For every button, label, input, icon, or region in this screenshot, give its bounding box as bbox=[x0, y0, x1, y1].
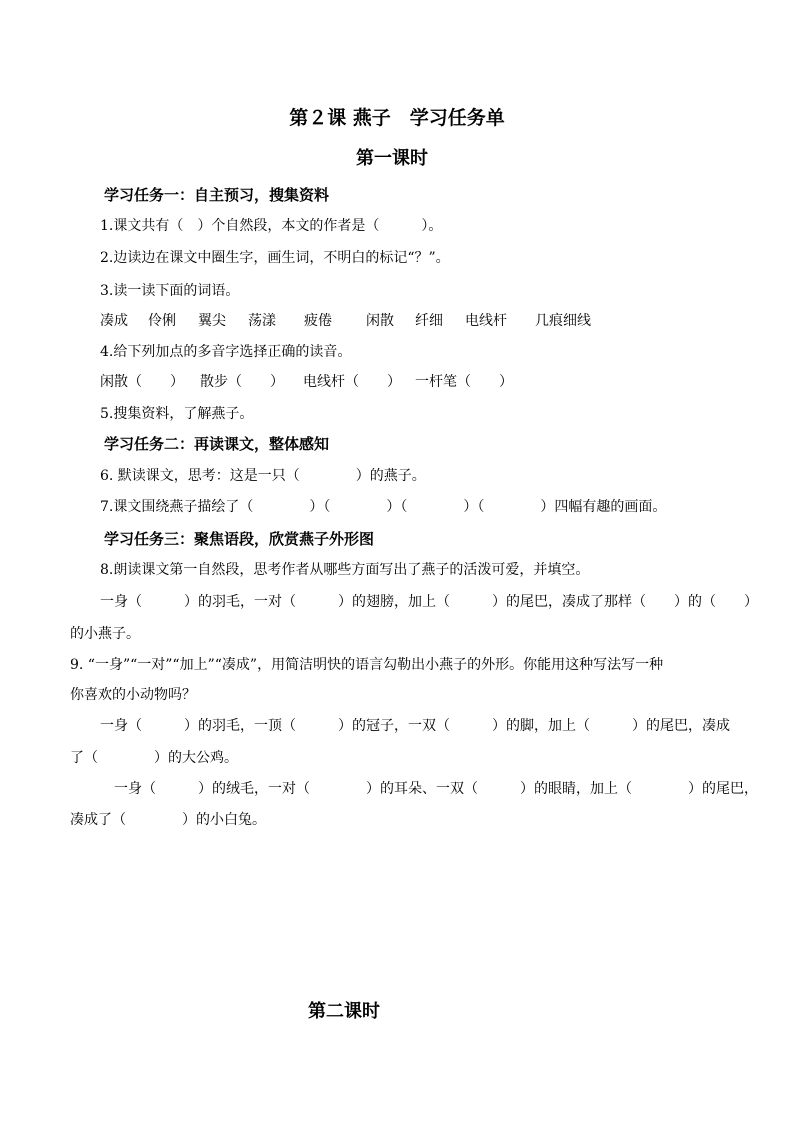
question-8-fill-line-1: 一身（ ）的羽毛，一对（ ）的翅膀，加上（ ）的尾巴，凑成了那样（ ）的（ ） bbox=[100, 594, 758, 610]
polyphone-item: 电线杆（ ） bbox=[303, 374, 401, 390]
vocab-word: 纤细 bbox=[415, 313, 443, 329]
question-1: 1.课文共有（ ）个自然段，本文的作者是（ ）。 bbox=[100, 218, 443, 234]
lesson-two-heading: 第二课时 bbox=[308, 1001, 380, 1022]
task-two-heading: 学习任务二：再读课文，整体感知 bbox=[104, 435, 330, 453]
polyphone-item: 闲散（ ） bbox=[100, 374, 184, 390]
lesson-one-heading: 第一课时 bbox=[356, 148, 428, 169]
example-rabbit-line-1: 一身（ ）的绒毛，一对（ ）的耳朵、一双（ ）的眼睛，加上（ ）的尾巴， bbox=[114, 781, 758, 797]
question-3: 3.读一读下面的词语。 bbox=[100, 283, 240, 299]
polyphone-item: 散步（ ） bbox=[200, 374, 284, 390]
question-2: 2.边读边在课文中圈生字，画生词，不明白的标记“？”。 bbox=[100, 250, 450, 266]
example-rooster-line-1: 一身（ ）的羽毛，一顶（ ）的冠子，一双（ ）的脚，加上（ ）的尾巴，凑成 bbox=[100, 718, 730, 734]
question-5: 5.搜集资料，了解燕子。 bbox=[100, 406, 254, 422]
example-rabbit-line-2: 凑成了（ ）的小白兔。 bbox=[70, 812, 266, 828]
question-8: 8.朗读课文第一自然段，思考作者从哪些方面写出了燕子的活泼可爱，并填空。 bbox=[100, 562, 590, 578]
question-8-fill-line-2: 的小燕子。 bbox=[70, 626, 140, 642]
question-9-line-1: 9. “一身”“一对”“加上”“凑成”，用简洁明快的语言勾勒出小燕子的外形。你能用这种写法写一种 bbox=[70, 657, 664, 673]
vocab-word: 伶俐 bbox=[148, 313, 176, 329]
example-rooster-line-2: 了（ ）的大公鸡。 bbox=[70, 750, 238, 766]
worksheet-title: 第２课 燕子 学习任务单 bbox=[289, 107, 505, 129]
vocab-word: 闲散 bbox=[366, 313, 394, 329]
vocab-word: 疲倦 bbox=[304, 313, 332, 329]
vocab-word: 几痕细线 bbox=[535, 313, 591, 329]
vocab-word: 翼尖 bbox=[198, 313, 226, 329]
question-7: 7.课文围绕燕子描绘了（ ）（ ）（ ）（ ）四幅有趣的画面。 bbox=[100, 499, 667, 515]
question-4: 4.给下列加点的多音字选择正确的读音。 bbox=[100, 344, 352, 360]
vocab-word: 荡漾 bbox=[248, 313, 276, 329]
question-9-line-2: 你喜欢的小动物吗？ bbox=[70, 687, 196, 703]
task-one-heading: 学习任务一：自主预习，搜集资料 bbox=[104, 186, 330, 204]
polyphone-item: 一杆笔（ ） bbox=[415, 374, 513, 390]
vocab-word: 电线杆 bbox=[465, 313, 507, 329]
vocab-word: 凑成 bbox=[100, 313, 128, 329]
question-6: 6. 默读课文，思考：这是一只（ ）的燕子。 bbox=[100, 468, 426, 484]
task-three-heading: 学习任务三：聚焦语段，欣赏燕子外形图 bbox=[104, 530, 375, 548]
